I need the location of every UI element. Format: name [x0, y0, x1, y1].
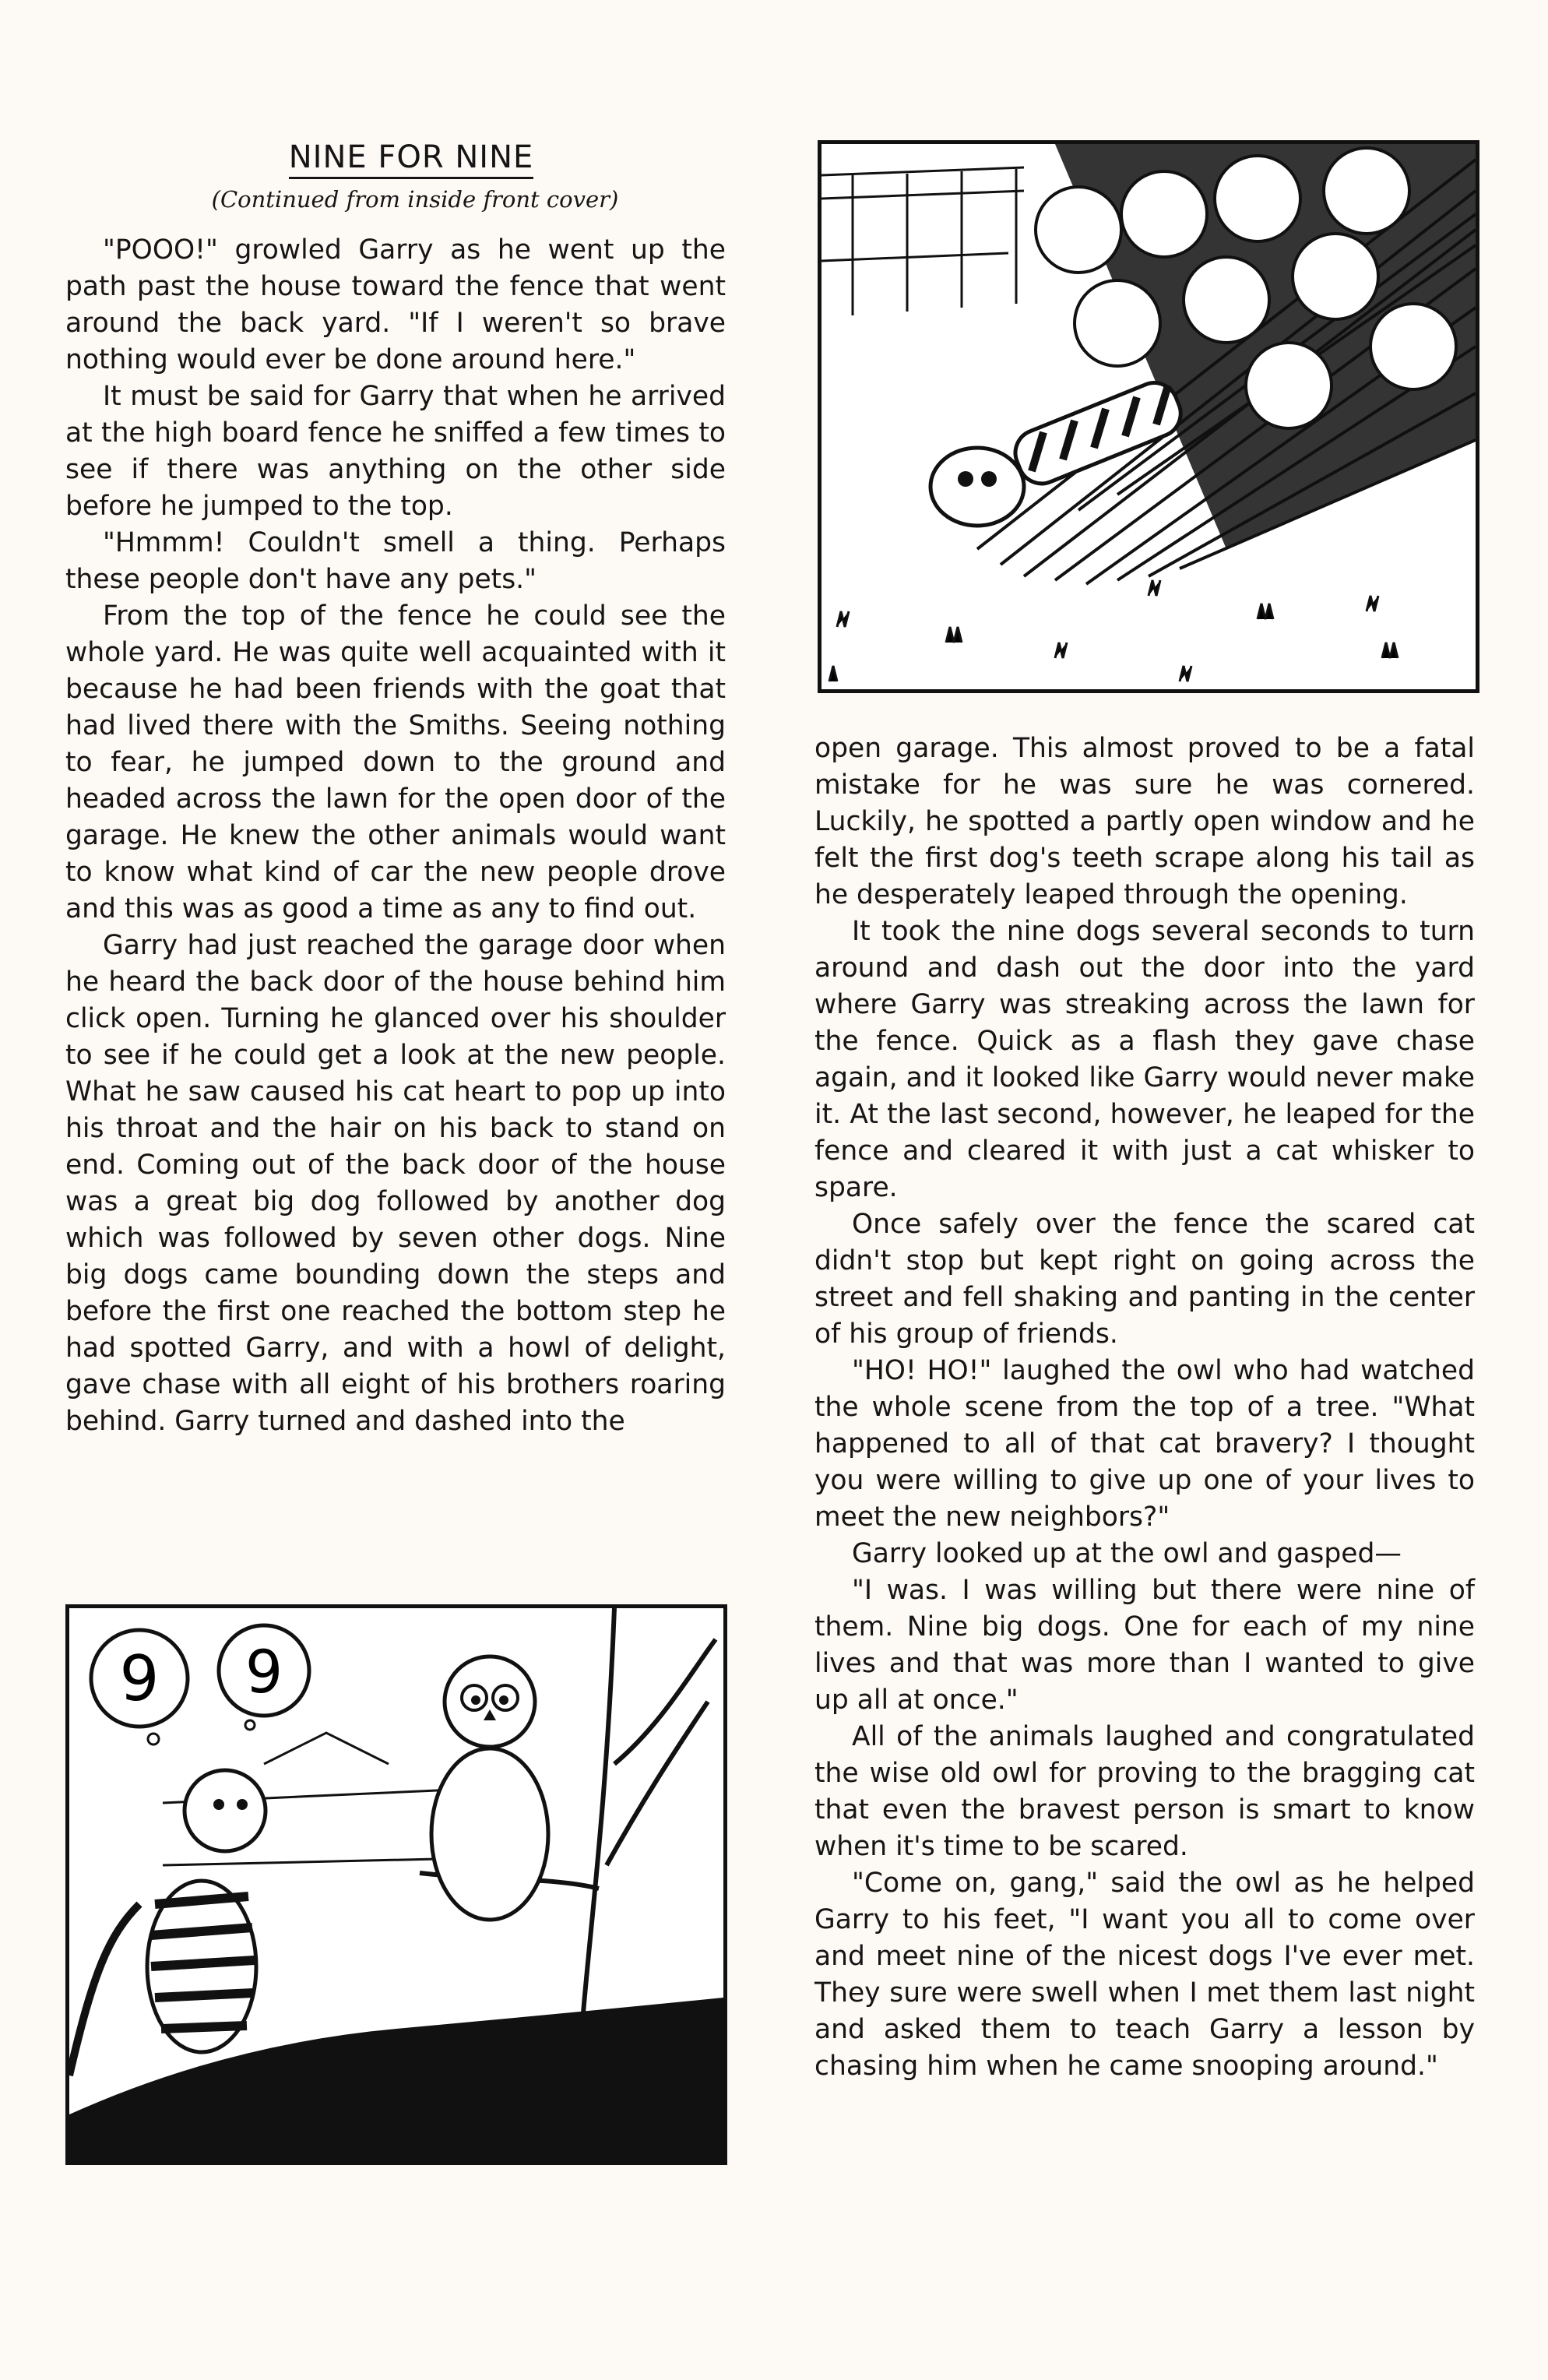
right-text-block	[814, 731, 1475, 2085]
paragraph: "Hmmm! Couldn't smell a thing. Perhaps these people don't have any pets."	[65, 527, 726, 595]
bubble-right-text: 9	[245, 1637, 283, 1706]
paragraph: It must be said for Garry that when he arrived at the high board fence he sniffed a few times to see if there was anything on the other side before he jumped to the top.	[65, 381, 726, 522]
fence-drawing	[821, 167, 1024, 315]
cat-garry-drawing	[931, 376, 1187, 526]
paragraph: Garry had just reached the garage door when he heard the back door of the house behind him click open. Turning he glanced over his shoulder to see if he could get a look at the new people. What he saw caused his cat heart to pop up into his throat and the hair on his back to stand on end. Coming out of the back door of the house was a great big dog followed by another dog which was followed by seven other dogs. Nine big dogs came bounding down the steps and before the first one reached the bottom step he had spotted Garry, and with a howl of delight, gave chase with all eight of his brothers roaring behind. Garry turned and dashed into the	[65, 930, 726, 1437]
grass-tufts	[829, 580, 1398, 681]
paragraph: All of the animals laughed and congratulated the wise old owl for proving to the bragging cat that even the bravest person is smart to know when it's time to be scared.	[814, 1721, 1475, 1862]
paragraph: "Come on, gang," said the owl as he helped Garry to his feet, "I want you all to come over and meet nine of the nicest dogs I've ever met. They sure were swell when I met them last night and asked them to teach Garry a lesson by chasing him when he came snooping around."	[814, 1868, 1475, 2082]
paragraph: "POOO!" growled Garry as he went up the path past the house toward the fence that went around the back yard. "If I weren't so brave nothing would ever be done around here."	[65, 234, 726, 375]
illustration-dogs-chase	[818, 140, 1479, 693]
illustration-owl-and-cat	[65, 1604, 727, 2165]
paragraph: "HO! HO!" laughed the owl who had watched the whole scene from the top of a tree. "What happened to all of that cat bravery? I thought you were willing to give up one of your lives to meet the new neighbors?"	[814, 1355, 1475, 1533]
owl-cat-drawing	[69, 1608, 723, 2161]
thought-bubble-right	[219, 1625, 309, 1730]
paragraph: From the top of the fence he could see the whole yard. He was quite well acquainted with it because he had been friends with the goat that had lived there with the Smiths. Seeing nothing to fear, he jumped down to the ground and headed across the lawn for the open door of the garage. He knew the other animals would want to know what kind of car the new people drove and this was as good a time as any to find out.	[65, 600, 726, 924]
paragraph: Garry looked up at the owl and gasped—	[852, 1538, 1402, 1569]
thought-bubble-left	[91, 1630, 188, 1745]
paragraph: It took the nine dogs several seconds to turn around and dash out the door into the yard where Garry was streaking across the lawn for the fence. Quick as a flash they gave chase again, and it looked like Garry would never make it. At the last second, however, he leaped for the fence and cleared it with just a cat whisker to spare.	[814, 916, 1475, 1203]
story-title: NINE FOR NINE	[97, 139, 726, 176]
left-column	[65, 139, 726, 1440]
paragraph: open garage. This almost proved to be a fatal mistake for he was sure he was cornered. Luckily, he spotted a partly open window and he felt the first dog's teeth scrape along his tail as he desperately leaped through the opening.	[814, 733, 1475, 910]
owl-drawing	[431, 1656, 548, 1920]
paragraph: Once safely over the fence the scared cat didn't stop but kept right on going across the street and fell shaking and panting in the center of his group of friends.	[814, 1209, 1475, 1350]
paragraph: "I was. I was willing but there were nine of them. Nine big dogs. One for each of my nine lives and that was more than I wanted to give up all at once."	[814, 1575, 1475, 1716]
bubble-left-text: 9	[119, 1642, 160, 1715]
dogs-chase-drawing	[821, 144, 1476, 689]
cat-garry-drawing	[69, 1770, 266, 2075]
story-subtitle: (Continued from inside front cover)	[211, 186, 619, 213]
